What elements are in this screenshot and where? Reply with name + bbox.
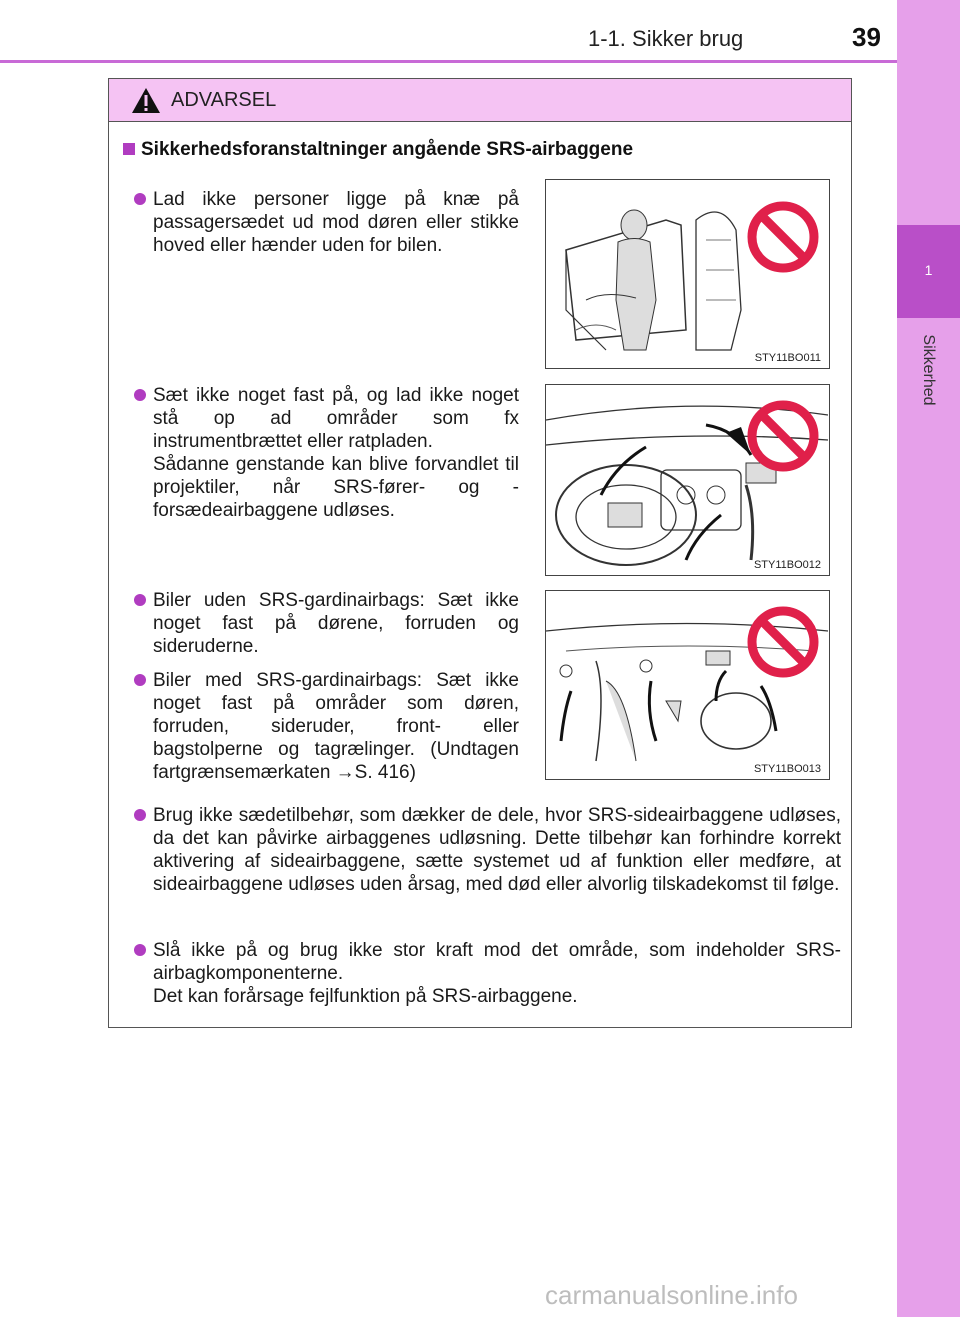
chapter-number: 1 [924, 262, 933, 278]
bullet-icon [134, 674, 146, 686]
illustration-dashboard-objects [545, 384, 830, 576]
warning-triangle-icon [131, 87, 161, 114]
warning-label: ADVARSEL [171, 89, 277, 111]
bullet-icon [134, 389, 146, 401]
list-item: Biler uden SRS-gardinairbags: Sæt ikke noget fast på dørene, forruden og sideruderne. [153, 589, 519, 658]
section-title: 1-1. Sikker brug [588, 26, 744, 51]
illustration-code: STY11BO012 [753, 559, 821, 571]
bullet-icon [134, 594, 146, 606]
bullet-icon [134, 193, 146, 205]
illustration-code: STY11BO013 [753, 763, 821, 775]
chapter-side-strip [897, 0, 960, 1317]
header-divider [0, 60, 897, 63]
page-number: 39 [852, 22, 881, 52]
section-heading: Sikkerhedsforanstaltninger angående SRS-airbaggene [123, 139, 633, 161]
list-item: Lad ikke personer ligge på knæ på passagersædet ud mod døren eller stikke hoved eller hænder uden for bilen. [153, 188, 519, 257]
prohibition-icon [746, 399, 820, 473]
list-item: Sæt ikke noget fast på, og lad ikke noget stå op ad områder som fx instrumentbrættet eller ratpladen. Sådanne genstande kan blive forvandlet til projektiler, når SRS-fører- og -forsædeairbaggene udløses. [153, 384, 519, 522]
bullet-icon [134, 809, 146, 821]
illustration-window-objects [545, 590, 830, 780]
list-item: Brug ikke sædetilbehør, som dækker de dele, hvor SRS-sideairbaggene udløses, da det kan påvirke airbaggenes udløsning. Dette tilbehør kan forhindre korrekt aktivering af sideairbaggene, sætte systemet ud af funktion eller medføre, at sideairbaggene udløses uden årsag, med død eller alvorlig tilskadekomst til følge. [153, 804, 841, 896]
warning-box [108, 78, 852, 1028]
list-item: Slå ikke på og brug ikke stor kraft mod det område, som indeholder SRS-airbagkomponenterne. Det kan forårsage fejlfunktion på SRS-airbaggene. [153, 939, 841, 1008]
square-bullet-icon [123, 143, 135, 155]
footer-watermark: carmanualsonline.info [545, 1280, 798, 1310]
prohibition-icon [746, 605, 820, 679]
warning-header [109, 79, 851, 122]
list-item: Biler med SRS-gardinairbags: Sæt ikke noget fast på områder som døren, forruden, sideruder, front- eller bagstolperne og tagrælinger. (Undtagen fartgrænsemærkaten →S. 416) [153, 669, 519, 784]
chapter-label: Sikkerhed [920, 334, 937, 406]
illustration-passenger-kneeling [545, 179, 830, 369]
bullet-icon [134, 944, 146, 956]
illustration-code: STY11BO011 [754, 352, 821, 364]
prohibition-icon [746, 200, 820, 274]
